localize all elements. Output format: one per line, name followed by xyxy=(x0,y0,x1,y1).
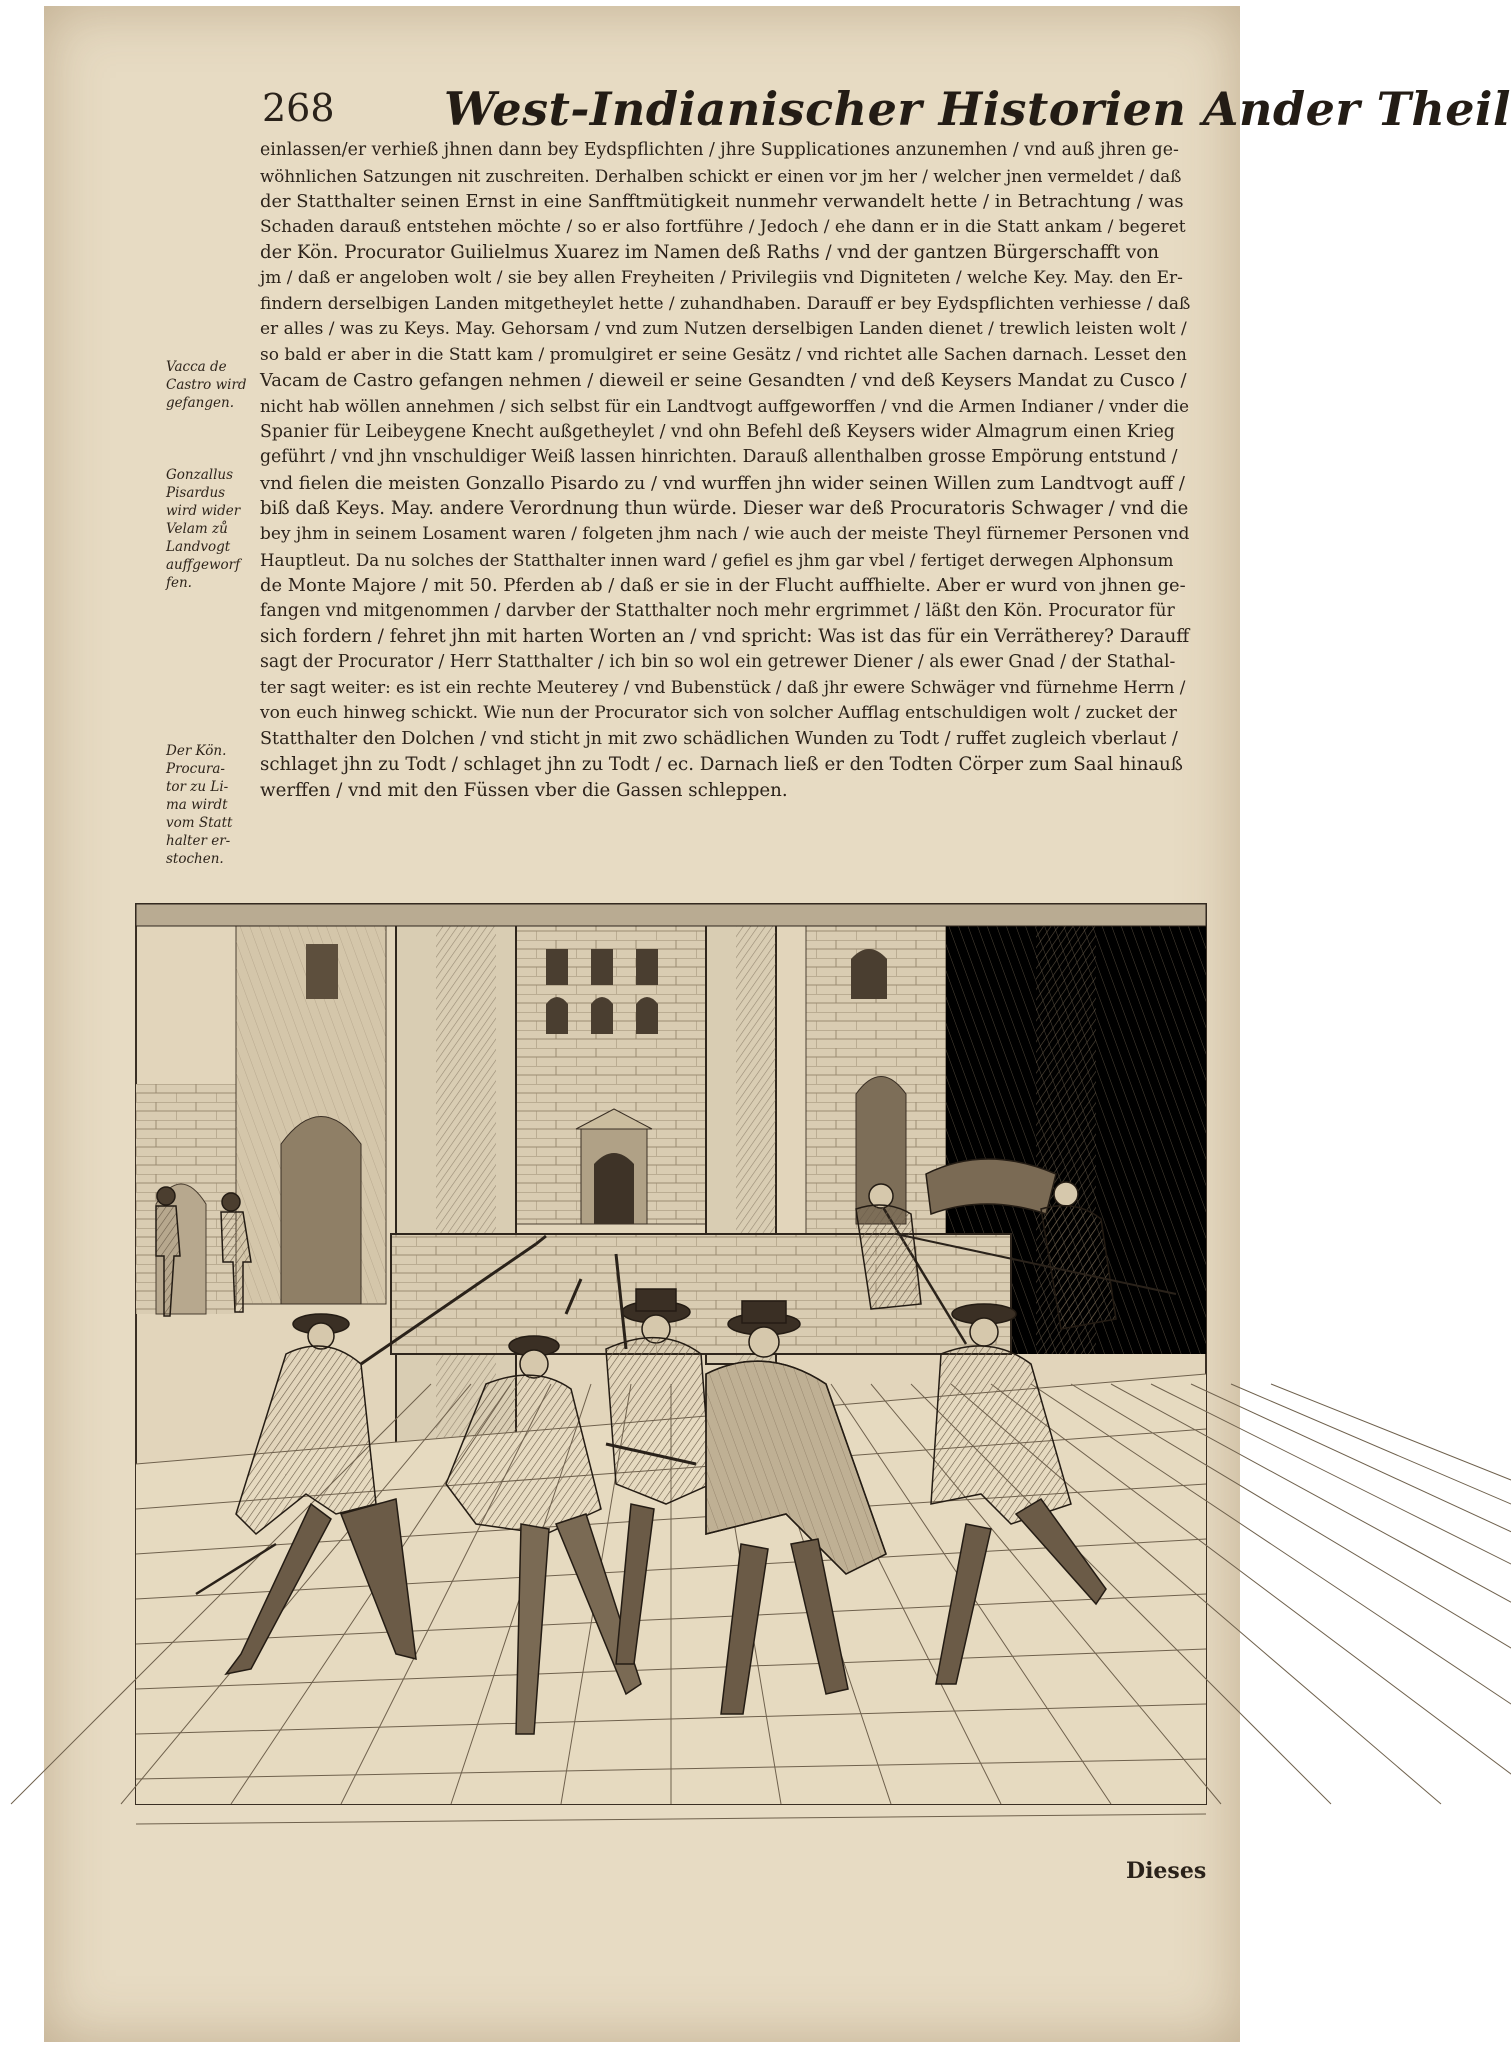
text-line: sagt der Procurator / Herr Statthalter / ich bin so wol ein getrewer Diener / als ewer Gnad / der Stathal- xyxy=(260,651,1176,672)
marginal-line: Pisardus xyxy=(166,485,226,501)
text-line: de Monte Majore / mit 50. Pferden ab / daß er sie in der Flucht auffhielte. Aber er wurd von jhnen ge- xyxy=(260,575,1186,597)
marginal-line: Vacca de xyxy=(166,359,227,375)
text-line: Schaden darauß entstehen möchte / so er also fortführe / Jedoch / ehe dann er in die Statt ankam / begeret xyxy=(260,216,1186,237)
text-line: sich fordern / fehret jhn mit harten Worten an / vnd spricht: Was ist das für ein Verrätherey? Darauff xyxy=(260,626,1190,648)
text-line: einlassen/er verhieß jhnen dann bey Eydspflichten / jhre Supplicationes anzunemhen / vnd auß jhren ge- xyxy=(260,140,1179,160)
marginal-note-3 xyxy=(166,742,256,868)
page-number: 268 xyxy=(262,86,335,130)
marginal-line: tor zu Li- xyxy=(166,779,229,795)
floor-line xyxy=(1191,1384,1511,1804)
text-line: er alles / was zu Keys. May. Gehorsam / vnd zum Nutzen derselbigen Landen dienet / trewlich leisten wolt / xyxy=(260,319,1187,340)
page-leaf xyxy=(44,6,1511,2042)
marginal-line: stochen. xyxy=(166,851,224,867)
marginal-line: fen. xyxy=(166,575,192,591)
text-line: findern derselbigen Landen mitgetheylet hette / zuhandhaben. Darauff er bey Eydspflichten verhiesse / daß xyxy=(260,293,1191,314)
running-title: West-Indianischer Historien Ander Theil xyxy=(444,82,1511,136)
text-line: von euch hinweg schickt. Wie nun der Procurator sich von solcher Aufflag entschuldigen wolt / zucket der xyxy=(260,703,1177,724)
marginal-note-2 xyxy=(166,466,256,592)
marginal-line: halter er- xyxy=(166,833,231,849)
text-line: geführt / vnd jhn vnschuldiger Weiß lassen hinrichten. Darauß allenthalben grosse Empörung entstund / xyxy=(260,447,1178,468)
text-line: Spanier für Leibeygene Knecht außgetheylet / vnd ohn Befehl deß Keysers wider Almagrum einen Krieg xyxy=(260,421,1175,442)
marginal-line: auffgeworf xyxy=(166,557,241,573)
text-line: wöhnlichen Satzungen nit zuschreiten. Derhalben schickt er einen vor jm her / welcher jnen vermeldet / daß xyxy=(260,165,1182,186)
body-text xyxy=(260,138,1190,803)
text-line: schlaget jhn zu Todt / schlaget jhn zu Todt / ec. Darnach ließ er den Todten Cörper zum Saal hinauß xyxy=(260,754,1183,776)
engraving-illustration xyxy=(136,904,1206,1804)
text-line: der Kön. Procurator Guilielmus Xuarez im Namen deß Raths / vnd der gantzen Bürgerschafft von xyxy=(260,242,1159,264)
text-line: der Statthalter seinen Ernst in eine Sanfftmütigkeit nunmehr verwandelt hette / in Betrachtung / was xyxy=(260,191,1184,213)
marginal-line: Gonzallus xyxy=(166,467,234,483)
marginal-line: Castro wird xyxy=(166,377,247,393)
text-line: ter sagt weiter: es ist ein rechte Meuterey / vnd Bubenstück / daß jhr ewere Schwäger vnd fürnehme Herrn / xyxy=(260,677,1186,698)
text-line: nicht hab wöllen annehmen / sich selbst für ein Landtvogt auffgeworffen / vnd die Armen Indianer / vnder die xyxy=(260,395,1189,416)
marginal-line: gefangen. xyxy=(166,395,234,411)
floor-line xyxy=(1231,1384,1511,1804)
catchword: Dieses xyxy=(1126,1858,1207,1884)
text-line: bey jhm in seinem Losament waren / folgeten jhm nach / wie auch der meiste Theyl fürnemer Personen vnd xyxy=(260,523,1190,544)
marginal-line: Der Kön. xyxy=(166,743,227,759)
marginal-line: Landvogt xyxy=(166,539,231,555)
text-line: Statthalter den Dolchen / vnd sticht jn mit zwo schädlichen Wunden zu Todt / ruffet zugleich vberlaut / xyxy=(260,728,1178,749)
marginal-note-1 xyxy=(166,358,256,412)
text-line: so bald er aber in die Statt kam / promulgiret er seine Gesätz / vnd richtet alle Sachen darnach. Lesset den xyxy=(260,344,1187,365)
text-line: jm / daß er angeloben wolt / sie bey allen Freyheiten / Privilegiis vnd Digniteten / welche Key. May. den Er- xyxy=(260,267,1183,288)
marginal-line: wird wider xyxy=(166,503,241,519)
marginal-line: Procura- xyxy=(166,761,225,777)
marginal-line: ma wirdt xyxy=(166,797,228,813)
text-line: biß daß Keys. May. andere Verordnung thun würde. Dieser war deß Procuratoris Schwager / vnd die xyxy=(260,498,1189,520)
text-line: fangen vnd mitgenommen / darvber der Statthalter noch mehr ergrimmet / läßt den Kön. Procurator für xyxy=(260,600,1175,621)
text-line: vnd fielen die meisten Gonzallo Pisardo zu / vnd wurffen jhn wider seinen Willen zum Landtvogt auff / xyxy=(260,472,1185,494)
text-line: Vacam de Castro gefangen nehmen / dieweil er seine Gesandten / vnd deß Keysers Mandat zu Cusco / xyxy=(260,370,1187,392)
text-line: werffen / vnd mit den Füssen vber die Gassen schleppen. xyxy=(260,779,788,801)
marginal-line: vom Statt xyxy=(166,815,233,831)
floor-line xyxy=(136,1814,1206,1824)
floor-line xyxy=(1271,1384,1511,1804)
text-line: Hauptleut. Da nu solches der Statthalter innen ward / gefiel es jhm gar vbel / fertiget derwegen Alphonsum xyxy=(260,549,1174,570)
marginal-line: Velam zů xyxy=(166,521,228,537)
